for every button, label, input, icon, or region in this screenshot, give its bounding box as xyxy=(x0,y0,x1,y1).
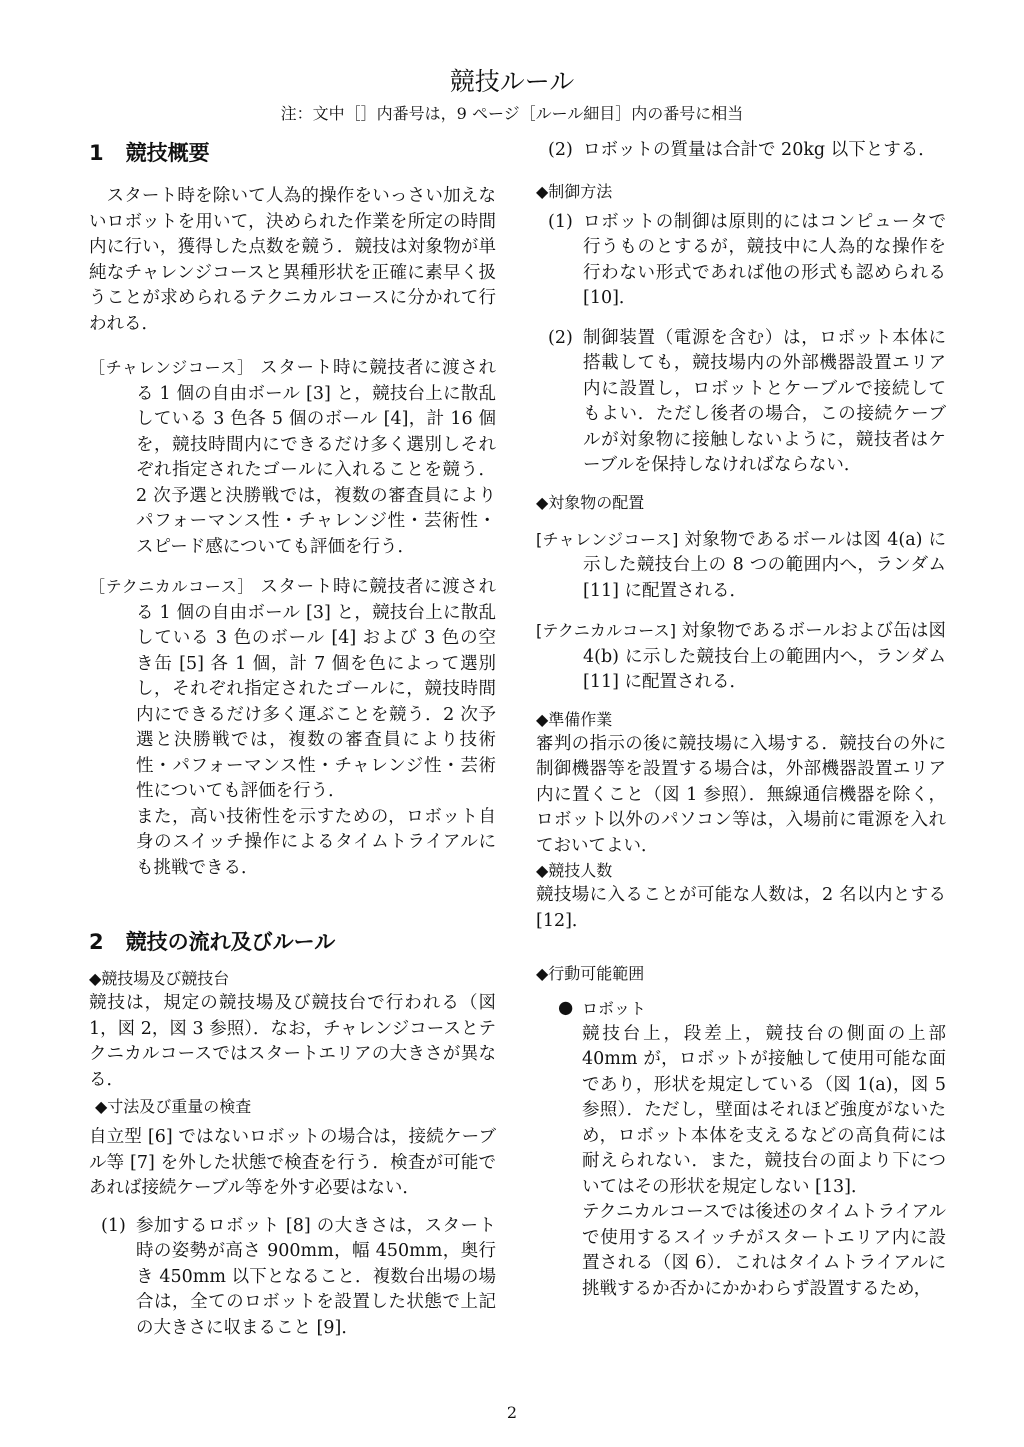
venue-text: 競技は，規定の競技場及び競技台で行われる（図 1，図 2，図 3 参照）．なお，チャレンジコースとテクニカルコースではスタートエリアの大きさが異なる． xyxy=(89,993,496,1090)
right-column xyxy=(536,138,946,1302)
control-rule-1-text: ロボットの制御は原則的にはコンピュータで行うものとするが，競技中に人為的な操作を行わない形式であれば他の形式も認められる [10]． xyxy=(583,211,946,308)
section-1-title: 競技概要 xyxy=(125,141,210,165)
left-column xyxy=(89,138,496,1341)
control-rule-2-number: (2) xyxy=(548,327,573,348)
range-heading: ◆行動可能範囲 xyxy=(536,964,645,983)
technical-course-extra: また，高い技術性を示すための，ロボット自身のスイッチ操作によるタイムトライアルにも挑戦できる． xyxy=(136,806,496,878)
preparation-heading: ◆準備作業 xyxy=(536,709,613,729)
placement-challenge-label: [チャレンジコース] xyxy=(536,529,679,549)
size-rule-number: (1) xyxy=(101,1215,126,1236)
placement-challenge-text: 対象物であるボールは図 4(a) に示した競技台上の 8 つの範囲内へ，ランダム [11] に配置される． xyxy=(583,529,946,601)
weight-rule-number: (2) xyxy=(548,140,573,160)
control-heading: ◆制御方法 xyxy=(536,181,613,201)
weight-rule-text: ロボットの質量は合計で 20kg 以下とする． xyxy=(583,140,936,160)
challenge-course-paragraph xyxy=(89,355,496,560)
challenge-course-label: ［チャレンジコース］ xyxy=(89,358,254,377)
section-1-heading xyxy=(89,138,496,168)
robot-range-text-2: テクニカルコースでは後述のタイムトライアルで使用するスイッチがスタートエリア内に設置される（図 6）．これはタイムトライアルに挑戦するか否かにかかわらず設置するため， xyxy=(582,1202,946,1299)
control-rule-1-number: (1) xyxy=(548,211,573,232)
control-rule-2 xyxy=(536,326,946,479)
bullet-icon: ● xyxy=(558,998,574,1018)
section-2-heading xyxy=(89,927,496,957)
people-heading: ◆競技人数 xyxy=(536,861,613,880)
size-rule-item xyxy=(89,1214,496,1342)
robot-label: ロボット xyxy=(582,999,647,1018)
page-number: 2 xyxy=(506,1403,518,1422)
placement-heading: ◆対象物の配置 xyxy=(536,492,645,512)
section-2-title: 競技の流れ及びルール xyxy=(125,930,336,954)
technical-course-text: スタート時に競技者に渡される 1 個の自由ボール [3] と，競技台上に散乱している 3 色のボール [4] および 3 色の空き缶 [5] 各 1 個，計 7 個を色によって選別し，それぞれ指定されたゴールに，競技時間内にできるだけ多く運ぶことを競う．2 次予選と決勝戦では，複数の審査員により技術性・パフォーマンス性・チャレンジ性・芸術性についても評価を行う． xyxy=(136,577,496,801)
placement-technical-label: [テクニカルコース] xyxy=(536,621,677,640)
people-text: 競技場に入ることが可能な人数は，2 名以内とする [12]． xyxy=(536,885,946,931)
venue-heading: ◆競技場及び競技台 xyxy=(89,969,230,988)
size-rule-text: 参加するロボット [8] の大きさは，スタート時の姿勢が高さ 900mm，幅 450mm，奥行き 450mm 以下となること．複数台出場の場合は，全てのロボットを設置した状態で上記の大きさに収まること [9]． xyxy=(136,1215,496,1338)
inspection-text: 自立型 [6] ではないロボットの場合は，接続ケーブル等 [7] を外した状態で検査を行う．検査が可能であれば接続ケーブル等を外す必要はない． xyxy=(89,1127,496,1198)
placement-technical-paragraph xyxy=(536,618,946,696)
weight-rule-item xyxy=(536,138,946,164)
challenge-course-text: スタート時に競技者に渡される 1 個の自由ボール [3] と，競技台上に散乱している 3 色各 5 個のボール [4]，計 16 個を，競技時間内にできるだけ多く選別しそれぞれ指定されたゴールに入れることを競う．2 次予選と決勝戦では，複数の審査員によりパフォーマンス性・チャレンジ性・芸術性・スピード感についても評価を行う． xyxy=(136,358,497,557)
inspection-heading: ◆寸法及び重量の検査 xyxy=(95,1097,252,1116)
robot-range-text: 競技台上，段差上，競技台の側面の上部 40mm が，ロボットが接触して使用可能な面であり，形状を規定している（図 1(a)，図 5 参照）．ただし，壁面はそれほど強度がないため，ロボット本体を支えるなどの高負荷には耐えられない．また，競技台の面より下についてはその形状を規定しない [13]． xyxy=(582,1023,946,1197)
section-1-number: 1 xyxy=(89,141,104,165)
robot-bullet xyxy=(536,996,946,1022)
section-2-number: 2 xyxy=(89,930,104,954)
section-1-intro: スタート時を除いて人為的操作をいっさい加えないロボットを用いて，決められた作業を所定の時間内に行い，獲得した点数を競う．競技は対象物が単純なチャレンジコースと異種形状を正確に素早く扱うことが求められるテクニカルコースに分かれて行われる． xyxy=(89,186,496,334)
placement-technical-text: 対象物であるボールおよび缶は図 4(b) に示した競技台上の範囲内へ，ランダム [11] に配置される． xyxy=(583,621,946,692)
placement-challenge-paragraph xyxy=(536,527,946,605)
control-rule-2-text: 制御装置（電源を含む）は，ロボット本体に搭載しても，競技場内の外部機器設置エリア内に設置し，ロボットとケーブルで接続してもよい．ただし後者の場合，この接続ケーブルが対象物に接触しないように，競技者はケーブルを保持しなければならない． xyxy=(583,327,946,475)
control-rule-1 xyxy=(536,210,946,312)
page-note: 注：文中［］内番号は，9 ページ［ルール細目］内の番号に相当 xyxy=(280,104,744,123)
technical-course-paragraph xyxy=(89,574,496,805)
preparation-text: 審判の指示の後に競技場に入場する．競技台の外に制御機器等を設置する場合は，外部機器設置エリア内に置くこと（図 1 参照）．無線通信機器を除く，ロボット以外のパソコン等は，入場前に電源を入れておいてよい． xyxy=(536,733,946,856)
page-title: 競技ルール xyxy=(449,67,575,96)
technical-course-label: ［テクニカルコース］ xyxy=(89,577,255,596)
